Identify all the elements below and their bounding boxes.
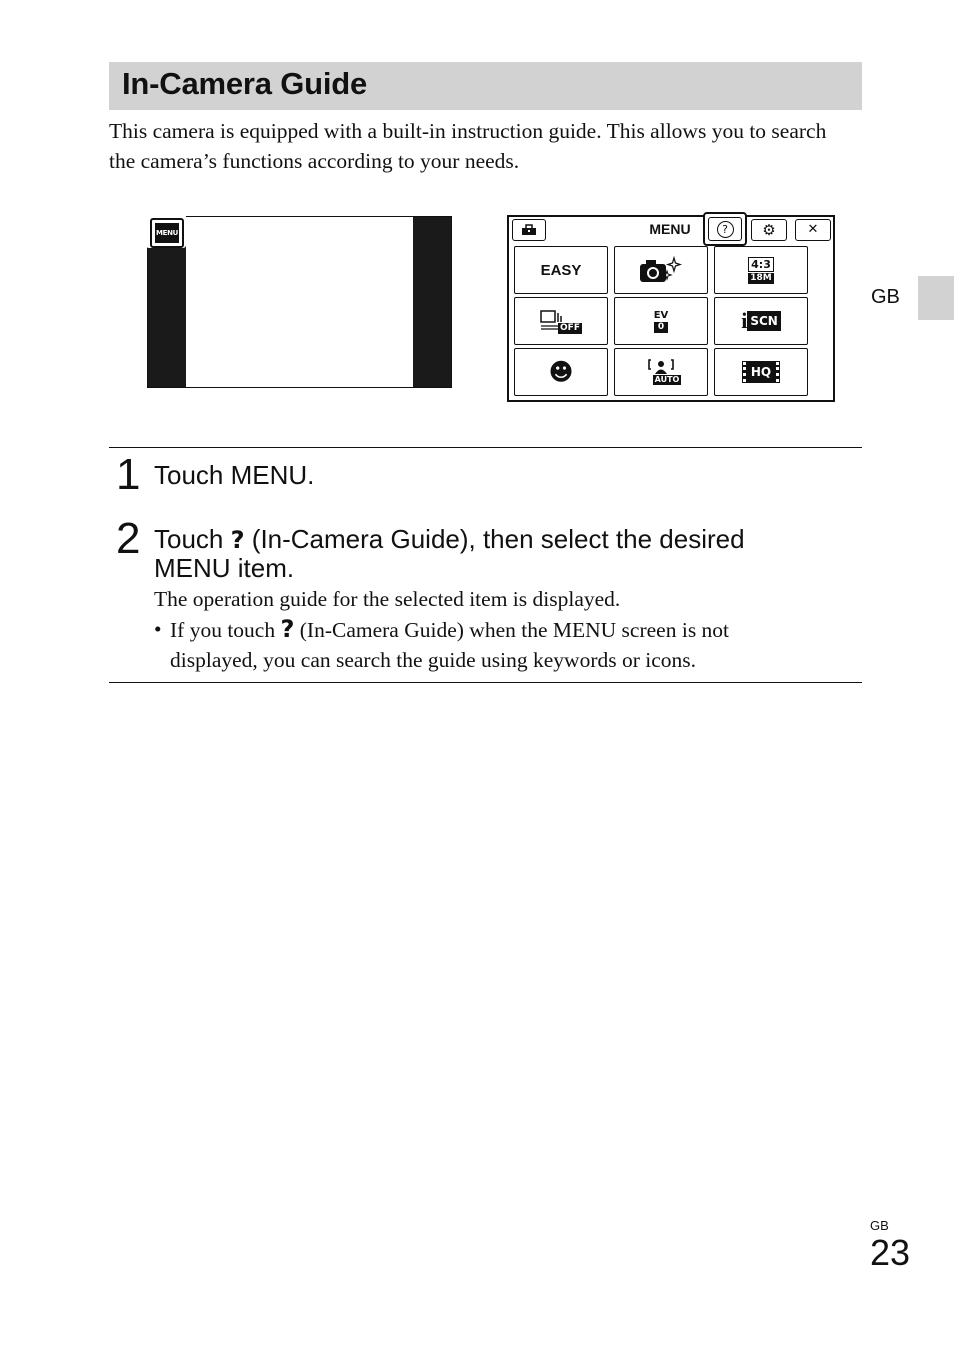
page-title: In-Camera Guide (122, 66, 368, 101)
menu-item-ev[interactable] (614, 297, 708, 345)
menu-button[interactable] (146, 214, 186, 248)
divider-top (109, 447, 862, 448)
scn-badge: SCN (747, 311, 781, 331)
step-1-number: 1 (116, 450, 141, 499)
step-2-text: Touch ? (In-Camera Guide), then select the desired (154, 524, 745, 554)
menu-item-display-off[interactable] (514, 297, 608, 345)
step-2-number: 2 (116, 514, 141, 563)
step-2-text-line2: MENU item. (154, 553, 295, 583)
easy-label: EASY (540, 261, 582, 279)
aspect-ratio-badge: 4:3 (748, 257, 774, 272)
menu-item-image-size[interactable] (714, 246, 808, 294)
camera-sparkle-icon (638, 255, 684, 285)
image-size-badge: 18M (750, 272, 772, 283)
bullet-line-1: If you touch ? (In-Camera Guide) when the MENU screen is not (170, 615, 730, 643)
bullet-marker: • (154, 617, 162, 641)
step-2-body: The operation guide for the selected item is displayed. (154, 587, 621, 611)
ev-label: EV (653, 309, 669, 321)
menu-item-shooting-mode[interactable] (614, 246, 708, 294)
language-tab-label: GB (871, 286, 900, 308)
intro-paragraph: This camera is equipped with a built-in instruction guide. This allows you to search the camera’s functions according to your needs. (109, 119, 827, 173)
question-icon: ? (280, 615, 295, 643)
menu-item-easy[interactable] (514, 246, 608, 294)
in-camera-guide-button[interactable] (703, 212, 747, 246)
settings-button[interactable] (751, 219, 787, 241)
menu-item-focus[interactable] (614, 348, 708, 396)
off-badge: OFF (560, 322, 580, 333)
gear-icon: ⚙ (762, 221, 776, 239)
toolbox-icon (521, 224, 537, 236)
screen-right-bar (413, 217, 451, 387)
bullet-line-2: displayed, you can search the guide using keywords or icons. (170, 648, 697, 672)
ev-value-badge: 0 (654, 322, 668, 333)
menu-item-movie-quality[interactable] (714, 348, 808, 396)
language-tab (918, 276, 954, 320)
smile-icon: ☻ (548, 358, 574, 386)
menu-item-scene[interactable] (714, 297, 808, 345)
footer-language: GB (870, 1218, 889, 1233)
face-focus-icon (648, 359, 674, 375)
menu-screen-title: MENU (649, 221, 691, 237)
page-number: 23 (870, 1232, 911, 1273)
help-icon: ? (717, 221, 734, 238)
camera-screen-shooting (147, 216, 452, 388)
auto-badge: AUTO (654, 375, 680, 384)
close-icon: ✕ (807, 222, 819, 237)
menu-item-smile[interactable] (514, 348, 608, 396)
divider-bottom (109, 682, 862, 683)
hq-badge: HQ (743, 362, 779, 382)
menu-button-label: MENU (155, 223, 179, 243)
toolbox-button[interactable] (512, 219, 546, 241)
intelligent-i-icon: i (741, 308, 748, 333)
question-icon: ? (230, 526, 245, 554)
step-1-text: Touch MENU. (154, 460, 315, 490)
close-button[interactable] (795, 219, 831, 241)
